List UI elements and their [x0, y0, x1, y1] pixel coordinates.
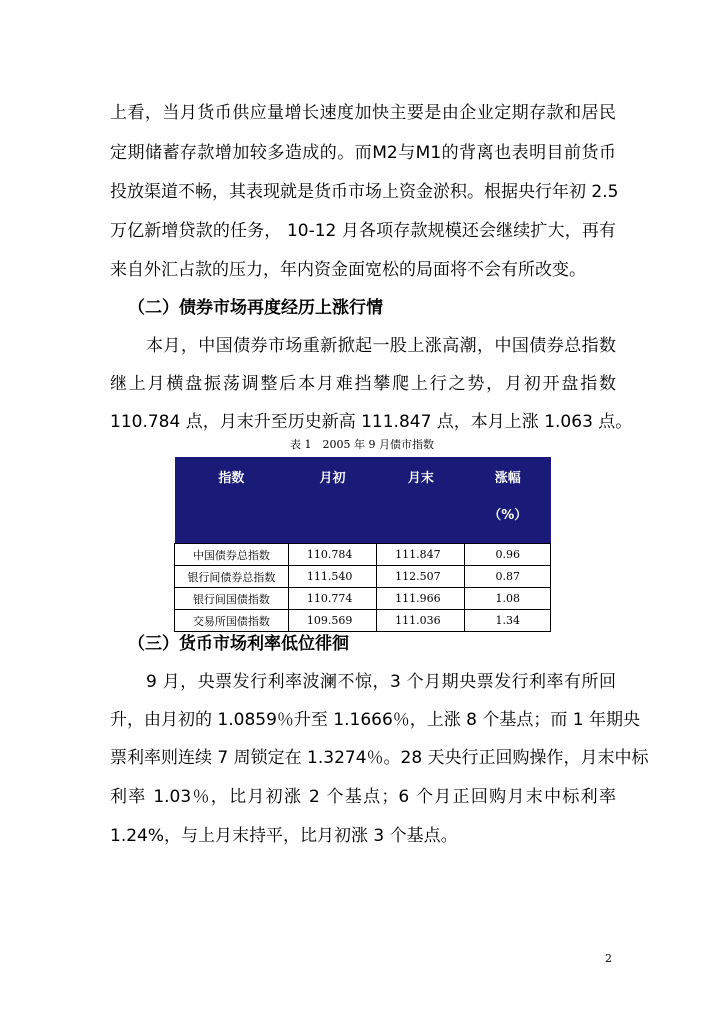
row-name: 中国债券总指数	[175, 544, 289, 566]
row-start: 110.784	[288, 544, 376, 566]
row-start: 111.540	[288, 566, 376, 588]
header-month-start: 月初	[288, 457, 376, 544]
row-start: 109.569	[288, 610, 376, 632]
para1-line-4: 万亿新增贷款的任务， 10-12 月各项存款规模还会继续扩大，再有	[110, 221, 616, 241]
table-row	[175, 544, 551, 566]
para1-line-5: 来自外汇占款的压力，年内资金面宽松的局面将不会有所改变。	[110, 260, 586, 280]
para1-line-2: 定期储蓄存款增加较多造成的。而M2与M1的背离也表明目前货币	[110, 143, 616, 163]
row-end: 111.036	[377, 610, 465, 632]
header-change	[465, 457, 551, 544]
para3-line-1: 9 月，央票发行利率波澜不惊，3 个月期央票发行利率有所回	[146, 672, 616, 692]
table-header-row	[175, 457, 551, 544]
header-change-unit: （%）	[488, 508, 528, 523]
para2-line-1: 本月，中国债券市场重新掀起一股上涨高潮，中国债券总指数	[146, 336, 616, 356]
table-caption: 表 1 2005 年 9 月债市指数	[290, 438, 434, 451]
table-row	[175, 566, 551, 588]
row-end: 112.507	[377, 566, 465, 588]
row-change: 0.87	[465, 566, 551, 588]
header-month-end: 月末	[377, 457, 465, 544]
page-number: 2	[605, 952, 612, 965]
table-row	[175, 588, 551, 610]
section-heading-bond-market: （二）债券市场再度经历上涨行情	[128, 298, 383, 318]
row-change: 0.96	[465, 544, 551, 566]
para1-line-1: 上看，当月货币供应量增长速度加快主要是由企业定期存款和居民	[110, 103, 616, 123]
bond-index-table	[174, 457, 551, 632]
table-row	[175, 610, 551, 632]
header-change-label: 涨幅	[494, 471, 521, 486]
row-start: 110.774	[288, 588, 376, 610]
para3-line-2: 升，由月初的 1.0859％升至 1.1666％，上涨 8 个基点；而 1 年期央	[110, 710, 641, 730]
para3-line-4: 利率 1.03％，比月初涨 2 个基点；6 个月正回购月末中标利率	[110, 787, 616, 807]
row-end: 111.966	[377, 588, 465, 610]
para3-line-3: 票利率则连续 7 周锁定在 1.3274％。28 天央行正回购操作，月末中标	[110, 748, 649, 768]
para3-line-5: 1.24%，与上月末持平，比月初涨 3 个基点。	[110, 826, 458, 846]
section-heading-money-market: （三）货币市场利率低位徘徊	[128, 634, 349, 654]
row-change: 1.34	[465, 610, 551, 632]
row-name: 银行间国债指数	[175, 588, 289, 610]
para1-line-3: 投放渠道不畅，其表现就是货币市场上资金淤积。根据央行年初 2.5	[110, 182, 619, 202]
header-index: 指数	[175, 457, 289, 544]
row-name: 银行间债券总指数	[175, 566, 289, 588]
row-end: 111.847	[377, 544, 465, 566]
row-change: 1.08	[465, 588, 551, 610]
para2-line-2: 继上月横盘振荡调整后本月难挡攀爬上行之势，月初开盘指数	[110, 374, 616, 394]
row-name: 交易所国债指数	[175, 610, 289, 632]
para2-line-3: 110.784 点，月末升至历史新高 111.847 点，本月上涨 1.063 点。	[110, 412, 633, 432]
